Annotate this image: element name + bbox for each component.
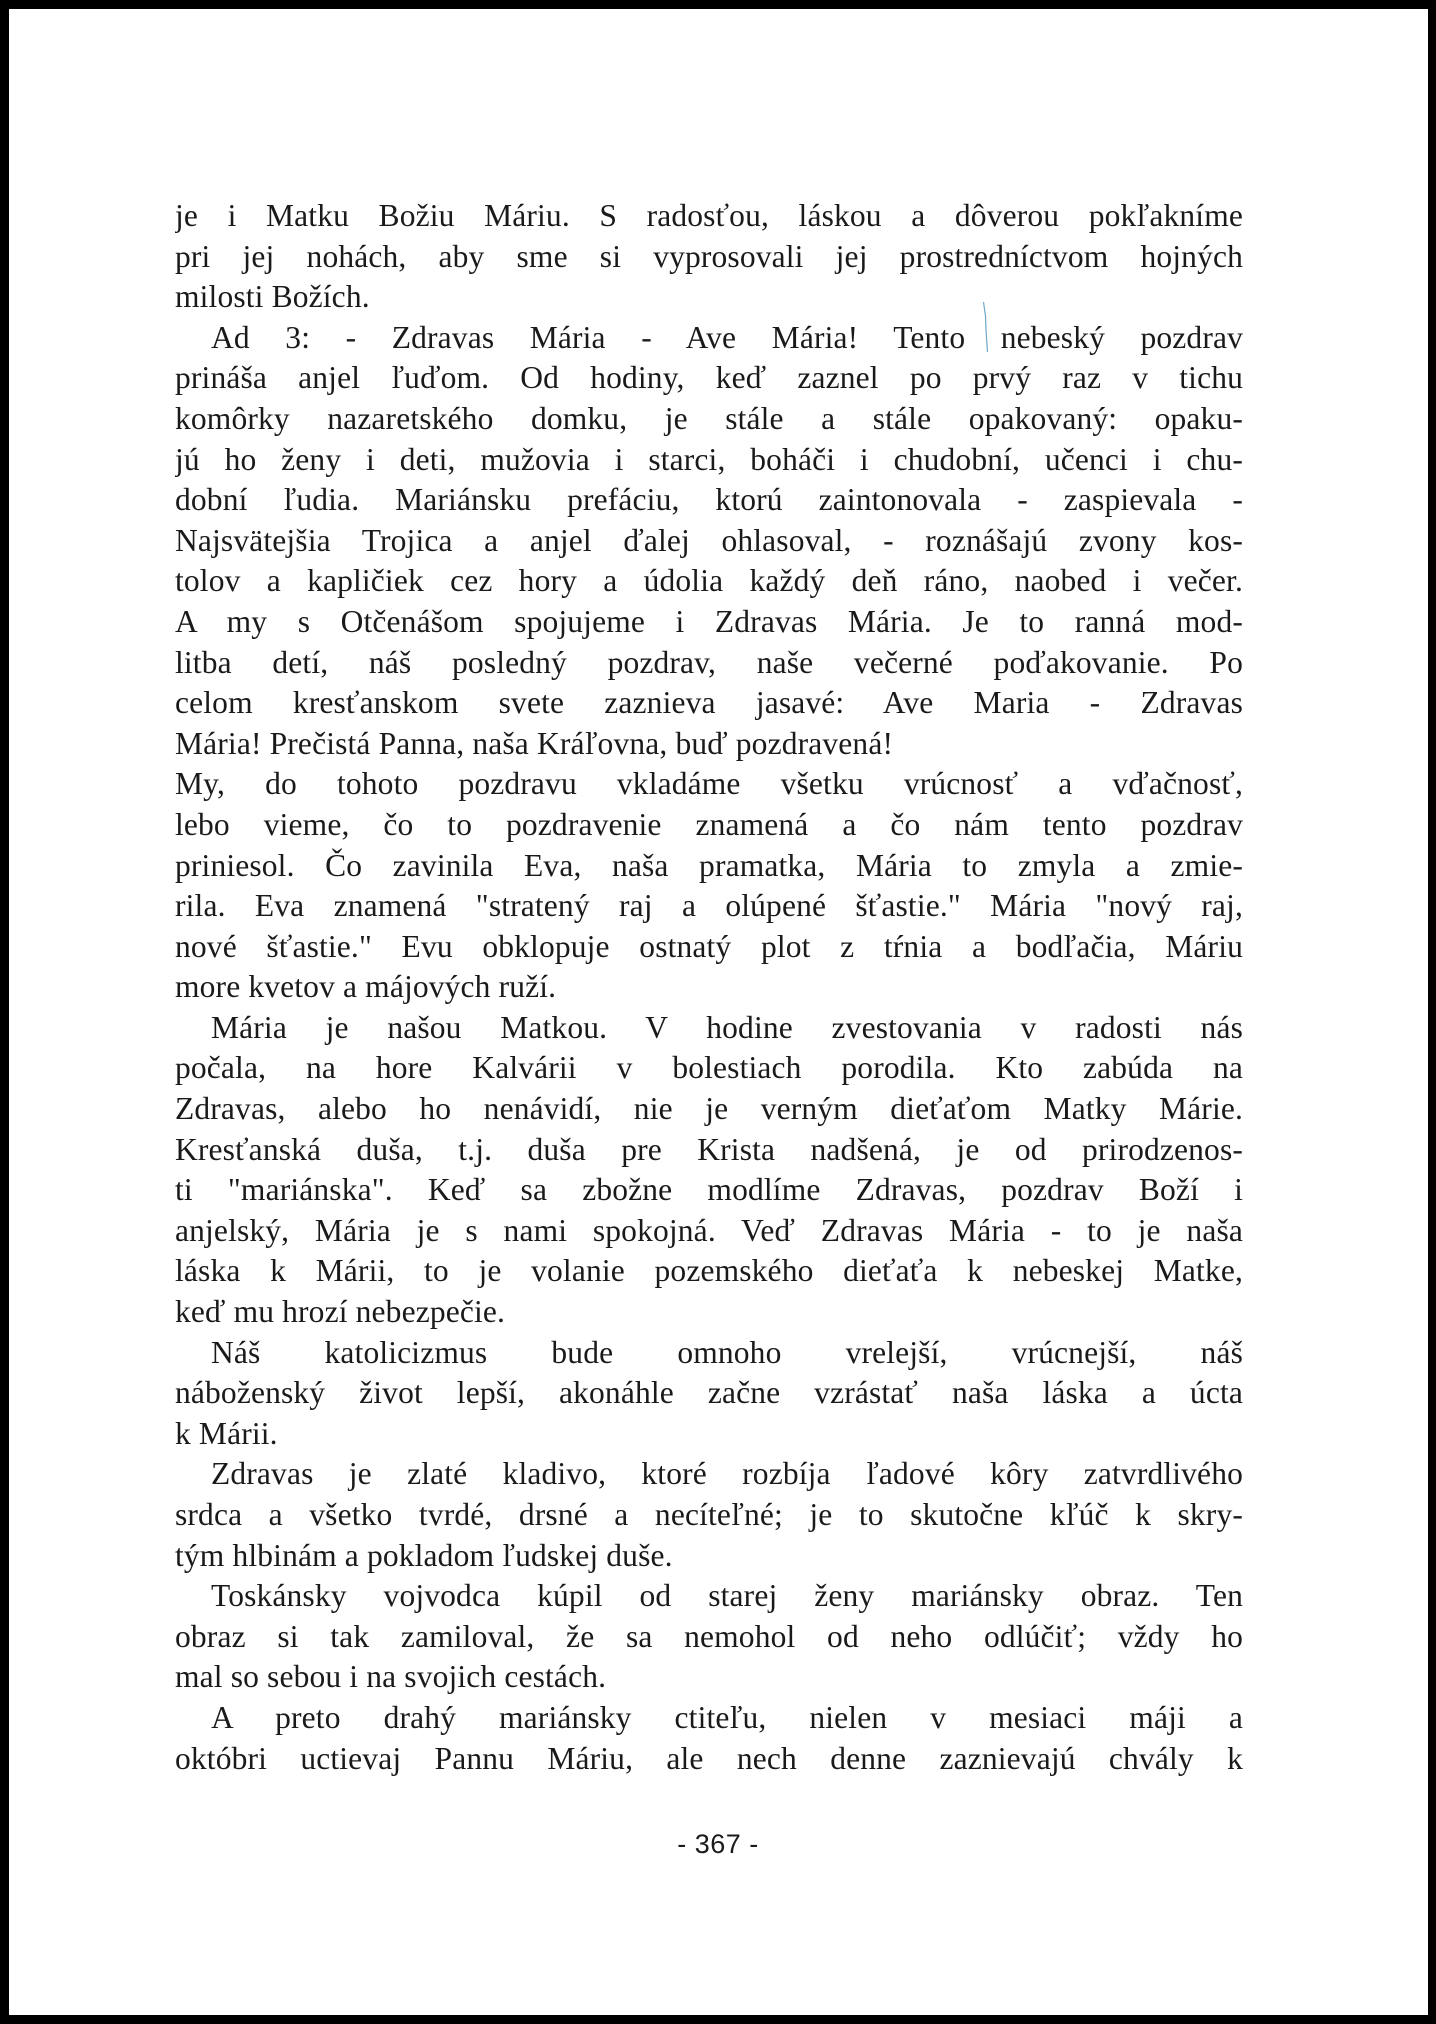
paragraph-start-line: Náš katolicizmus bude omnoho vrelejší, vrúcnejší, náš (211, 1334, 1243, 1370)
text-line: obraz si tak zamiloval, že sa nemohol od neho odlúčiť; vždy ho (175, 1618, 1243, 1654)
text-line: tým hlbinám a pokladom ľudskej duše. (175, 1537, 673, 1573)
text-line: októbri uctievaj Pannu Máriu, ale nech denne zaznievajú chvály k (175, 1740, 1243, 1776)
text-line: komôrky nazaretského domku, je stále a stále opakovaný: opaku- (175, 400, 1243, 436)
page-number: - 367 - (677, 1829, 759, 1859)
text-line: dobní ľudia. Mariánsku prefáciu, ktorú zaintonovala - zaspievala - (175, 482, 1243, 518)
text-line: je i Matku Božiu Máriu. S radosťou, láskou a dôverou pokľakníme (175, 198, 1243, 233)
text-line: Kresťanská duša, t.j. duša pre Krista nadšená, je od prirodzenos- (175, 1131, 1243, 1167)
text-line: náboženský život lepší, akonáhle začne vzrástať naša láska a úcta (175, 1375, 1243, 1411)
text-line: ti "mariánska". Keď sa zbožne modlíme Zdravas, pozdrav Boží i (175, 1172, 1243, 1208)
text-line: počala, na hore Kalvárii v bolestiach porodila. Kto zabúda na (175, 1050, 1243, 1086)
paragraph-start-line: My, do tohoto pozdravu vkladáme všetku vrúcnosť a vďačnosť, (175, 766, 1243, 802)
paragraph-start-line: Zdravas je zlaté kladivo, ktoré rozbíja ľadové kôry zatvrdlivého (211, 1456, 1243, 1492)
text-line: keď mu hrozí nebezpečie. (175, 1294, 506, 1330)
body-text (175, 196, 1243, 1779)
text-line: láska k Márii, to je volanie pozemského dieťaťa k nebeskej Matke, (175, 1253, 1243, 1289)
paragraph-start-line: A preto drahý mariánsky ctiteľu, nielen v mesiaci máji a (211, 1699, 1243, 1735)
text-line: mal so sebou i na svojich cestách. (175, 1659, 607, 1695)
text-line: lebo vieme, čo to pozdravenie znamená a čo nám tento pozdrav (175, 806, 1243, 842)
text-line: rila. Eva znamená "stratený raj a olúpené šťastie." Mária "nový raj, (175, 888, 1243, 924)
paragraph-start-line: Ad 3: - Zdravas Mária - Ave Mária! Tento nebeský pozdrav (211, 319, 1243, 355)
text-line: celom kresťanskom svete zaznieva jasavé: Ave Maria - Zdravas (175, 685, 1243, 721)
text-line: srdca a všetko tvrdé, drsné a necíteľné; je to skutočne kľúč k skry- (175, 1497, 1243, 1532)
text-line: pri jej nohách, aby sme si vyprosovali jej prostredníctvom hojných (175, 238, 1243, 274)
text-line: prináša anjel ľuďom. Od hodiny, keď zaznel po prvý raz v tichu (175, 360, 1243, 396)
text-line: Najsvätejšia Trojica a anjel ďalej ohlasoval, - roznášajú zvony kos- (175, 522, 1243, 558)
text-line: more kvetov a májových ruží. (175, 969, 557, 1005)
text-line: tolov a kapličiek cez hory a údolia každý deň ráno, naobed i večer. (175, 563, 1243, 599)
text-line: Mária! Prečistá Panna, naša Kráľovna, buď pozdravená! (175, 725, 894, 761)
text-line: anjelský, Mária je s nami spokojná. Veď Zdravas Mária - to je naša (175, 1212, 1243, 1248)
text-line: k Márii. (175, 1415, 278, 1451)
text-line: A my s Otčenášom spojujeme i Zdravas Mária. Je to ranná mod- (175, 603, 1243, 639)
text-line: nové šťastie." Evu obklopuje ostnatý plot z tŕnia a bodľačia, Máriu (175, 928, 1243, 964)
paragraph-start-line: Toskánsky vojvodca kúpil od starej ženy mariánsky obraz. Ten (211, 1578, 1243, 1614)
paragraph-start-line: Mária je našou Matkou. V hodine zvestovania v radosti nás (211, 1009, 1243, 1045)
text-line: jú ho ženy i deti, mužovia i starci, boháči i chudobní, učenci i chu- (175, 441, 1243, 477)
text-line: litba detí, náš posledný pozdrav, naše večerné poďakovanie. Po (175, 644, 1243, 680)
text-line: milosti Božích. (175, 279, 370, 315)
text-line: Zdravas, alebo ho nenávidí, nie je verným dieťaťom Matky Márie. (175, 1091, 1243, 1127)
text-line: priniesol. Čo zavinila Eva, naša pramatka, Mária to zmyla a zmie- (175, 847, 1243, 883)
